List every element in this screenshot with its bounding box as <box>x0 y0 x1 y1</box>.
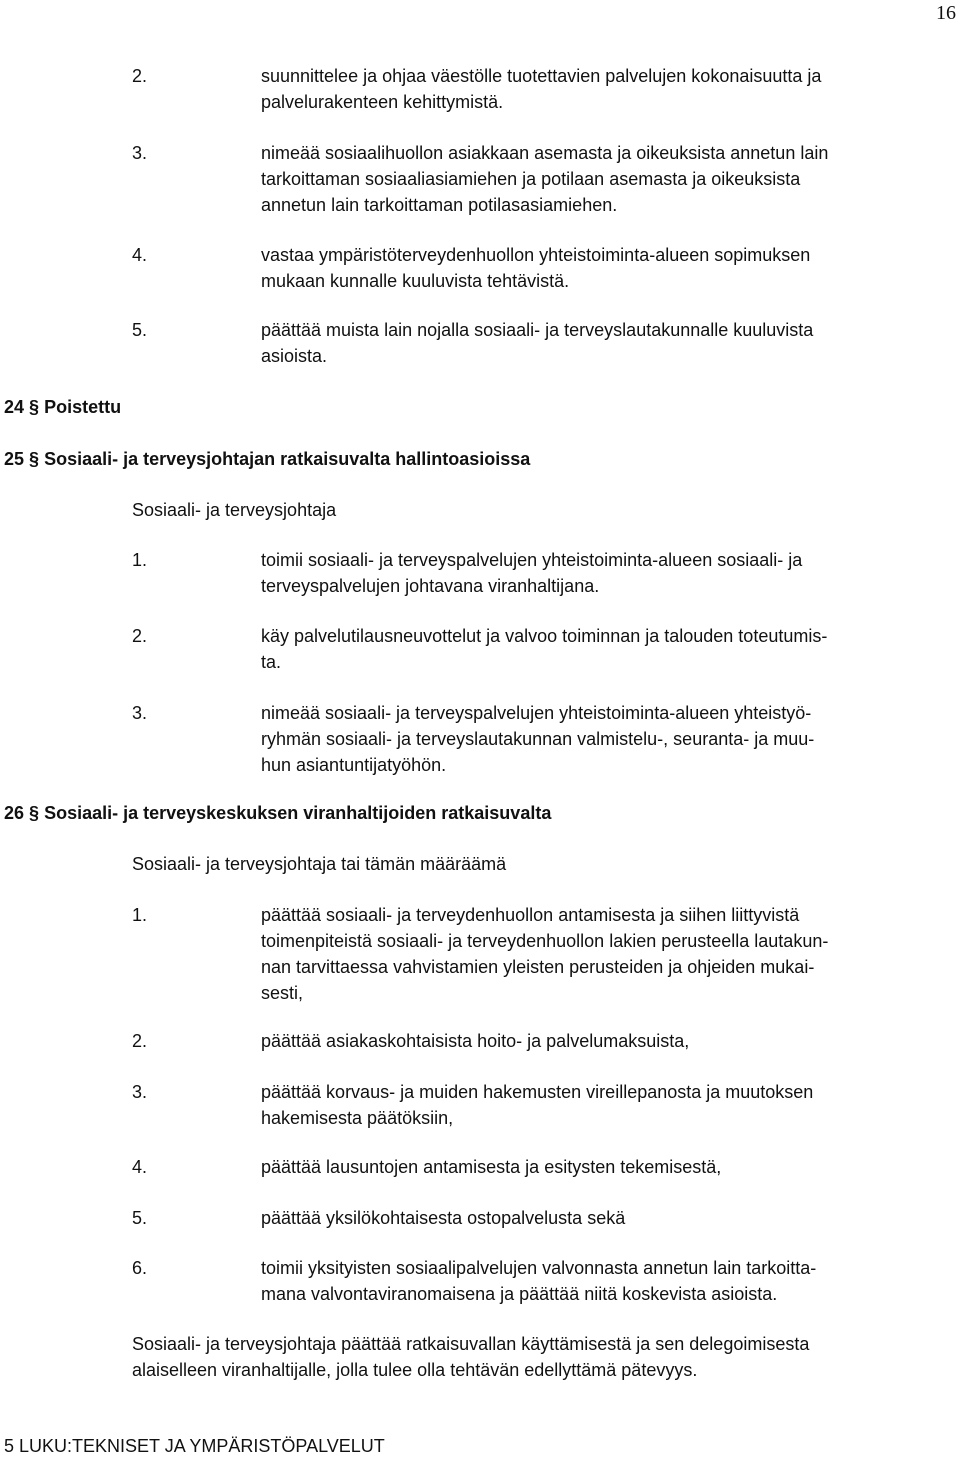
list-item-number: 3. <box>132 1082 148 1102</box>
list-item-text: päättää korvaus- ja muiden hakemusten vireillepanosta ja muutoksen <box>261 1082 814 1102</box>
section-title: Poistettu <box>44 397 122 417</box>
list-item-number: 4. <box>132 1157 148 1177</box>
section-subject: Sosiaali- ja terveysjohtaja <box>132 500 337 520</box>
paragraph-line: alaiselleen viranhaltijalle, jolla tulee olla tehtävän edellyttämä pätevyys. <box>132 1360 698 1380</box>
list-item-text: toimenpiteistä sosiaali- ja terveydenhuollon lakien perusteella lautakun- <box>261 931 829 951</box>
list-item-text: palvelurakenteen kehittymistä. <box>261 92 504 112</box>
section-heading-25 <box>4 446 530 472</box>
closing-paragraph <box>132 1331 809 1383</box>
list-item-number: 2. <box>132 626 148 646</box>
section-heading-24 <box>4 394 121 420</box>
list-item-text: päättää yksilökohtaisesta ostopalvelusta sekä <box>261 1208 626 1228</box>
list-item-text: hakemisesta päätöksiin, <box>261 1108 454 1128</box>
section-subject: Sosiaali- ja terveysjohtaja tai tämän määräämä <box>132 854 507 874</box>
list-item-text: tarkoittaman sosiaaliasiamiehen ja potilaan asemasta ja oikeuksista <box>261 169 801 189</box>
list-item-text: nimeää sosiaalihuollon asiakkaan asemasta ja oikeuksista annetun lain <box>261 143 829 163</box>
section-title: Sosiaali- ja terveyskeskuksen viranhaltijoiden ratkaisuvalta <box>44 803 552 823</box>
list-item-text: nan tarvittaessa vahvistamien yleisten perusteiden ja ohjeiden mukai- <box>261 957 815 977</box>
list-item-text: sesti, <box>261 983 304 1003</box>
list-item-text: mukaan kunnalle kuuluvista tehtävistä. <box>261 271 570 291</box>
list-item-text: asioista. <box>261 346 328 366</box>
chapter-heading: 5 LUKU:TEKNISET JA YMPÄRISTÖPALVELUT <box>4 1436 385 1456</box>
list-item-text: mana valvontaviranomaisena ja päättää niitä koskevista asioista. <box>261 1284 778 1304</box>
list-item-text: vastaa ympäristöterveydenhuollon yhteistoiminta-alueen sopimuksen <box>261 245 811 265</box>
list-item-text: ta. <box>261 652 282 672</box>
list-item-number: 3. <box>132 703 148 723</box>
section-title: Sosiaali- ja terveysjohtajan ratkaisuvalta hallintoasioissa <box>44 449 531 469</box>
list-item-text: hun asiantuntijatyöhön. <box>261 755 447 775</box>
list-item-text: toimii yksityisten sosiaalipalvelujen valvonnasta annetun lain tarkoitta- <box>261 1258 817 1278</box>
section-heading-26 <box>4 800 551 826</box>
list-item-text: terveyspalvelujen johtavana viranhaltijana. <box>261 576 600 596</box>
list-item-text: annetun lain tarkoittaman potilasasiamiehen. <box>261 195 618 215</box>
section-mark: § <box>29 397 40 417</box>
list-item-number: 1. <box>132 905 148 925</box>
list-item-number: 3. <box>132 143 148 163</box>
section-number: 26 <box>4 803 25 823</box>
list-item-number: 2. <box>132 1031 148 1051</box>
list-item-text: päättää lausuntojen antamisesta ja esitysten tekemisestä, <box>261 1157 722 1177</box>
list-item-text: ryhmän sosiaali- ja terveyslautakunnan valmistelu-, seuranta- ja muu- <box>261 729 815 749</box>
list-item-text: suunnittelee ja ohjaa väestölle tuotettavien palvelujen kokonaisuutta ja <box>261 66 822 86</box>
list-item-text: päättää sosiaali- ja terveydenhuollon antamisesta ja siihen liittyvistä <box>261 905 800 925</box>
list-item-number: 6. <box>132 1258 148 1278</box>
list-item-text: päättää asiakaskohtaisista hoito- ja palvelumaksuista, <box>261 1031 690 1051</box>
list-item-number: 5. <box>132 1208 148 1228</box>
list-item-number: 2. <box>132 66 148 86</box>
list-item-text: käy palvelutilausneuvottelut ja valvoo toiminnan ja talouden toteutumis- <box>261 626 828 646</box>
section-mark: § <box>29 449 40 469</box>
list-item-text: nimeää sosiaali- ja terveyspalvelujen yhteistoiminta-alueen yhteistyö- <box>261 703 812 723</box>
section-number: 25 <box>4 449 25 469</box>
list-item-number: 5. <box>132 320 148 340</box>
section-mark: § <box>29 803 40 823</box>
list-item-number: 4. <box>132 245 148 265</box>
list-item-text: päättää muista lain nojalla sosiaali- ja terveyslautakunnalle kuuluvista <box>261 320 814 340</box>
paragraph-line: Sosiaali- ja terveysjohtaja päättää ratkaisuvallan käyttämisestä ja sen delegoimisesta <box>132 1334 810 1354</box>
page-number: 16 <box>936 2 956 24</box>
list-item-text: toimii sosiaali- ja terveyspalvelujen yhteistoiminta-alueen sosiaali- ja <box>261 550 803 570</box>
section-number: 24 <box>4 397 25 417</box>
list-item-number: 1. <box>132 550 148 570</box>
